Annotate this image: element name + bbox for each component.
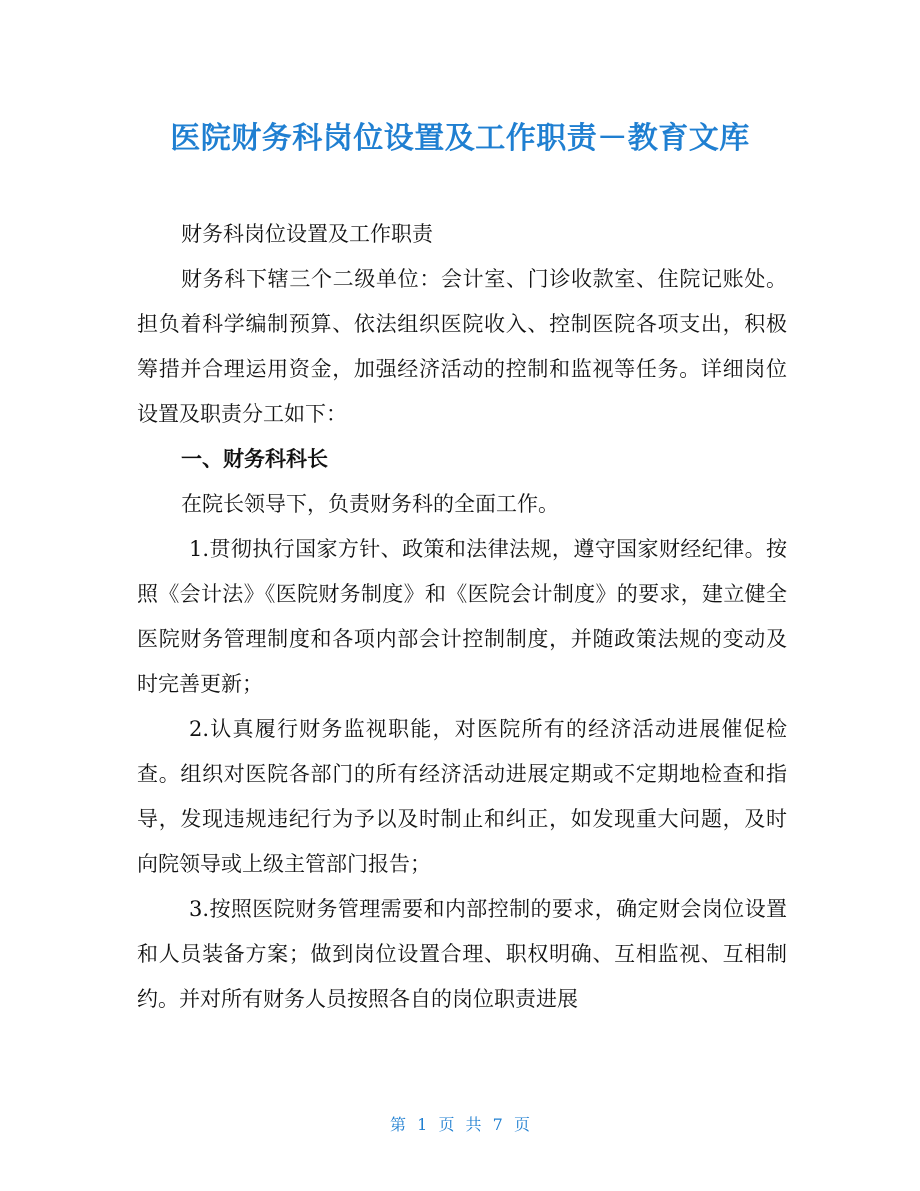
section-heading-director: 一、财务科科长 xyxy=(181,447,328,471)
footer-total-pages: 7 xyxy=(492,1115,503,1134)
director-summary-paragraph: 在院长领导下，负责财务科的全面工作。 xyxy=(181,492,559,516)
footer-page-suffix: 页 xyxy=(513,1115,530,1134)
duty-item-2: 2.认真履行财务监视职能，对医院所有的经济活动进展催促检查。组织对医院各部门的所有经济活动进展定期或不定期地检查和指导，发现违规违纪行为予以及时制止和纠正，如发现重大问题，及时向院领导或上级主管部门报告； xyxy=(137,717,787,876)
document-body xyxy=(137,212,787,1022)
footer-page-mid: 页 xyxy=(438,1115,455,1134)
footer-page-prefix: 第 xyxy=(390,1115,407,1134)
duty-item-1: 1.贯彻执行国家方针、政策和法律法规，遵守国家财经纪律。按照《会计法》《医院财务制度》和《医院会计制度》的要求，建立健全医院财务管理制度和各项内部会计控制制度，并随政策法规的变动及时完善更新； xyxy=(137,537,787,696)
duty-item-3: 3.按照医院财务管理需要和内部控制的要求，确定财会岗位设置和人员装备方案；做到岗位设置合理、职权明确、互相监视、互相制约。并对所有财务人员按照各自的岗位职责进展 xyxy=(137,897,787,1011)
page-footer xyxy=(0,1113,920,1137)
footer-current-page: 1 xyxy=(417,1115,428,1134)
section-subtitle: 财务科岗位设置及工作职责 xyxy=(181,222,433,246)
footer-total-prefix: 共 xyxy=(465,1115,482,1134)
document-title: 医院财务科岗位设置及工作职责－教育文库 xyxy=(170,121,750,156)
intro-paragraph: 财务科下辖三个二级单位：会计室、门诊收款室、住院记账处。担负着科学编制预算、依法组织医院收入、控制医院各项支出，积极筹措并合理运用资金，加强经济活动的控制和监视等任务。详细岗位设置及职责分工如下： xyxy=(137,267,787,426)
